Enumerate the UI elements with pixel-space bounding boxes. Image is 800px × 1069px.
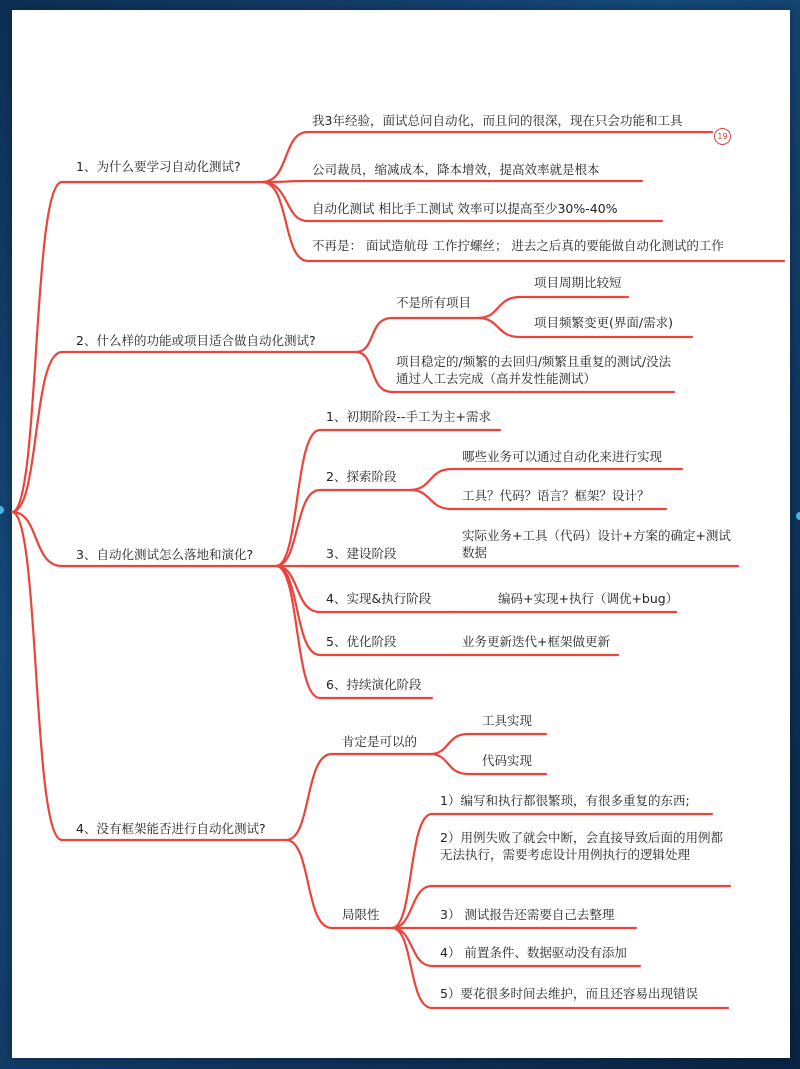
branch-3-stage-2: 2、探索阶段	[326, 469, 397, 484]
branch-4-sub-2-item-2: 2）用例失败了就会中断，会直接导致后面的用例都无法执行，需要考虑设计用例执行的逻辑处理	[440, 830, 723, 862]
branch-4-sub-2: 局限性	[342, 907, 380, 922]
branch-3-stage-2-item-1: 哪些业务可以通过自动化来进行实现	[462, 449, 663, 464]
branch-3-stage-4: 4、实现&执行阶段	[326, 591, 432, 606]
branch-2-sub-2: 项目稳定的/频繁的去回归/频繁且重复的测试/没法通过人工去完成（高并发性能测试）	[396, 354, 672, 386]
branch-3-stage-3: 3、建设阶段	[326, 546, 397, 561]
branch-1-label: 1、为什么要学习自动化测试?	[76, 159, 241, 174]
branch-3-stage-3-item-1: 实际业务+工具（代码）设计+方案的确定+测试数据	[462, 528, 731, 560]
branch-3-stage-5: 5、优化阶段	[326, 634, 397, 649]
branch-4-sub-2-item-3: 3） 测试报告还需要自己去整理	[440, 907, 615, 922]
branch-3-stage-2-item-2: 工具？代码？语言？框架？设计？	[462, 488, 650, 503]
connector-b2-c1	[356, 318, 478, 352]
branch-2-sub-1-item-2: 项目频繁变更(界面/需求)	[534, 315, 673, 330]
branch-3-label: 3、自动化测试怎么落地和演化?	[76, 547, 254, 562]
connector-root-b2	[12, 352, 356, 512]
comment-count-badge: 19	[714, 128, 731, 145]
branch-3-stage-6: 6、持续演化阶段	[326, 677, 422, 692]
connector-b4-c1	[286, 754, 430, 840]
branch-1-item-1: 我3年经验，面试总问自动化，而且问的很深，现在只会功能和工具	[312, 113, 683, 128]
branch-4-sub-1: 肯定是可以的	[342, 734, 418, 749]
branch-1-item-4: 不再是： 面试造航母 工作拧螺丝； 进去之后真的要能做自动化测试的工作	[312, 238, 724, 253]
connector-b1-c2	[262, 181, 642, 182]
branch-1-item-3: 自动化测试 相比手工测试 效率可以提高至少30%-40%	[312, 201, 618, 216]
branch-4-sub-2-item-1: 1）编写和执行都很繁琐，有很多重复的东西;	[440, 793, 690, 808]
branch-4-sub-1-item-2: 代码实现	[482, 753, 533, 768]
branch-4-label: 4、没有框架能否进行自动化测试?	[76, 821, 266, 836]
branch-3-stage-4-item-1: 编码+实现+执行（调优+bug）	[498, 591, 679, 606]
branch-4-sub-2-item-4: 4） 前置条件、数据驱动没有添加	[440, 945, 627, 960]
branch-3-stage-1: 1、初期阶段--手工为主+需求	[326, 409, 491, 424]
branch-2-sub-1-item-1: 项目周期比较短	[534, 275, 622, 290]
connector-b4-c1-g1	[430, 734, 546, 754]
branch-2-sub-1: 不是所有项目	[396, 295, 472, 310]
branch-3-stage-5-item-1: 业务更新迭代+框架做更新	[462, 634, 610, 649]
branch-1-item-2: 公司裁员，缩减成本，降本增效，提高效率就是根本	[312, 162, 600, 177]
branch-4-sub-1-item-1: 工具实现	[482, 713, 533, 728]
branch-2-label: 2、什么样的功能或项目适合做自动化测试?	[76, 333, 316, 348]
branch-4-sub-2-item-5: 5）要花很多时间去维护，而且还容易出现错误	[440, 986, 698, 1001]
